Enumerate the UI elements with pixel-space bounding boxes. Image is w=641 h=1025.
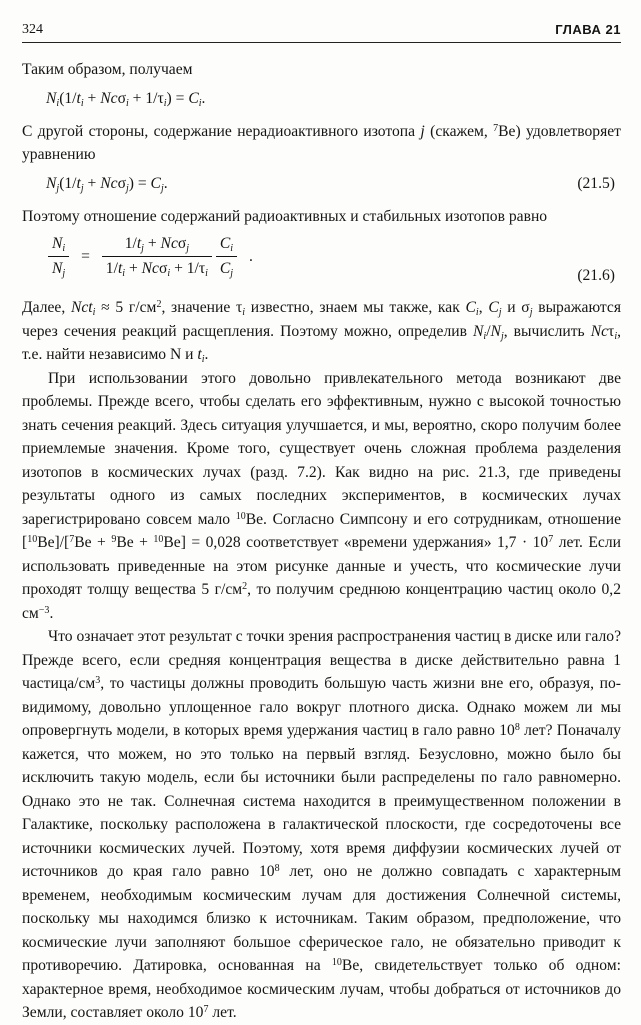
main-numerator: $1/t_j + Nc\sigma_j$ xyxy=(102,232,212,257)
c-numerator: $C_i$ xyxy=(216,232,237,257)
paragraph-intro: Таким образом, получаем xyxy=(22,61,193,78)
main-denominator: $1/t_i + Nc\sigma_i + 1/\tau_i$ xyxy=(105,260,208,279)
paragraph-isotope-j: С другой стороны, содержание нерадиоактивного изотопа j (скажем, $^7$Be) удовлетворяет уравнению xyxy=(22,122,621,163)
chapter-title: ГЛАВА 21 xyxy=(555,22,621,37)
equation-21-5 xyxy=(22,169,621,199)
paragraph-problems: При использовании этого довольно привлекательного метода возникают две проблемы. Прежде всего, чтобы сделать его эффективным, нужно с высокой точностью знать сечения реакций. Здесь ситуация улучшается, и мы, вероятно, скоро получим более приемлемые значения. Кроме того, существует очень сложная проблема разделения изотопов в космических лучах (разд. 7.2). Как видно на рис. 21.3, где приведены результаты одного из самых последних экспериментов, в космических лучах зарегистрировано совсем мало $^{10}$Be. Согласно Симпсону и его сотрудникам, отношение [$^{10}$Be]/[$^7$Be + $^9$Be + $^{10}$Be] = 0,028 соответствует «времени удержания» $1,7 \cdot 10^7$ лет. Если использовать приведенные на этом рисунке данные и учесть, что космические лучи проходят толщу вещества 5 $г/см^2$, то получим среднюю концентрацию частиц около 0,2 $см^{-3}$. xyxy=(22,369,621,622)
equation-21-6-main-fraction xyxy=(102,232,212,281)
page-number: 324 xyxy=(22,22,43,37)
equation-1-text: $N_i(1/t_i + Nc\sigma_i + 1/\tau_i) = C_i$. xyxy=(46,89,206,109)
equation-21-6-c-fraction xyxy=(216,232,237,281)
equation-21-6-tail: . xyxy=(248,247,253,265)
header-rule xyxy=(22,42,621,43)
lhs-numerator: $N_i$ xyxy=(48,232,69,257)
paragraph-halo: Что означает этот результат с точки зрения распространения частиц в диске или гало? Прежде всего, если средняя концентрация вещества в диске действительно равна 1 частица/$см^3$, то частицы должны проводить большую часть жизни вне его, образуя, по-видимому, довольно уплощенное гало вокруг плотного диска. Однако можем ли мы опровергнуть модели, в которых время удержания частиц в гало равно $10^8$ лет? Поначалу кажется, что можем, но это только на первый взгляд. Безусловно, можно было бы исключить такую модель, если бы источники были распределены по гало равномерно. Однако это не так. Солнечная система находится в преимущественном положении в Галактике, поскольку расположена в галактической плоскости, где сосредоточены все источники космических лучей. Поэтому, хотя время диффузии космических лучей от источников до края гало равно $10^8$ лет, оно не должно совпадать с характерным временем, необходимым космическим лучам для достижения Солнечной системы, поскольку мы находимся близко к источникам. Таким образом, предположение, что космические лучи заполняют большое сферическое гало, не обязательно приводит к противоречию. Датировка, основанная на $^{10}$Be, свидетельствует только об одном: характерное время, необходимое космическим лучам, чтобы добраться от источников до Земли, составляет около $10^7$ лет. xyxy=(22,628,621,1021)
paragraph-further: Далее, Nct$_i$ ≈ 5 $г/см^2$, значение $\tau_i$ известно, знаем мы также, как $C_i$, $C_j$ и $\sigma_j$ выражаются через сечения реакций расщепления. Поэтому можно, определив $N_i/N_j$, вычислить Ncτ$_i$, т.е. найти независимо N и $t_i$. xyxy=(22,299,622,365)
equation-21-6 xyxy=(22,232,621,294)
equals-sign: = xyxy=(81,247,90,265)
c-denominator: $C_j$ xyxy=(219,260,234,279)
paragraph-ratio: Поэтому отношение содержаний радиоактивных и стабильных изотопов равно xyxy=(22,207,548,225)
equation-21-5-text: $N_j(1/t_j + Nc\sigma_j) = C_j$. xyxy=(46,174,168,194)
equation-1 xyxy=(22,84,621,114)
page-body xyxy=(22,58,621,1025)
equation-21-5-number: (21.5) xyxy=(577,174,615,192)
equation-21-6-lhs xyxy=(48,232,69,281)
equation-21-6-number: (21.6) xyxy=(577,267,615,284)
lhs-denominator: $N_j$ xyxy=(52,260,66,279)
